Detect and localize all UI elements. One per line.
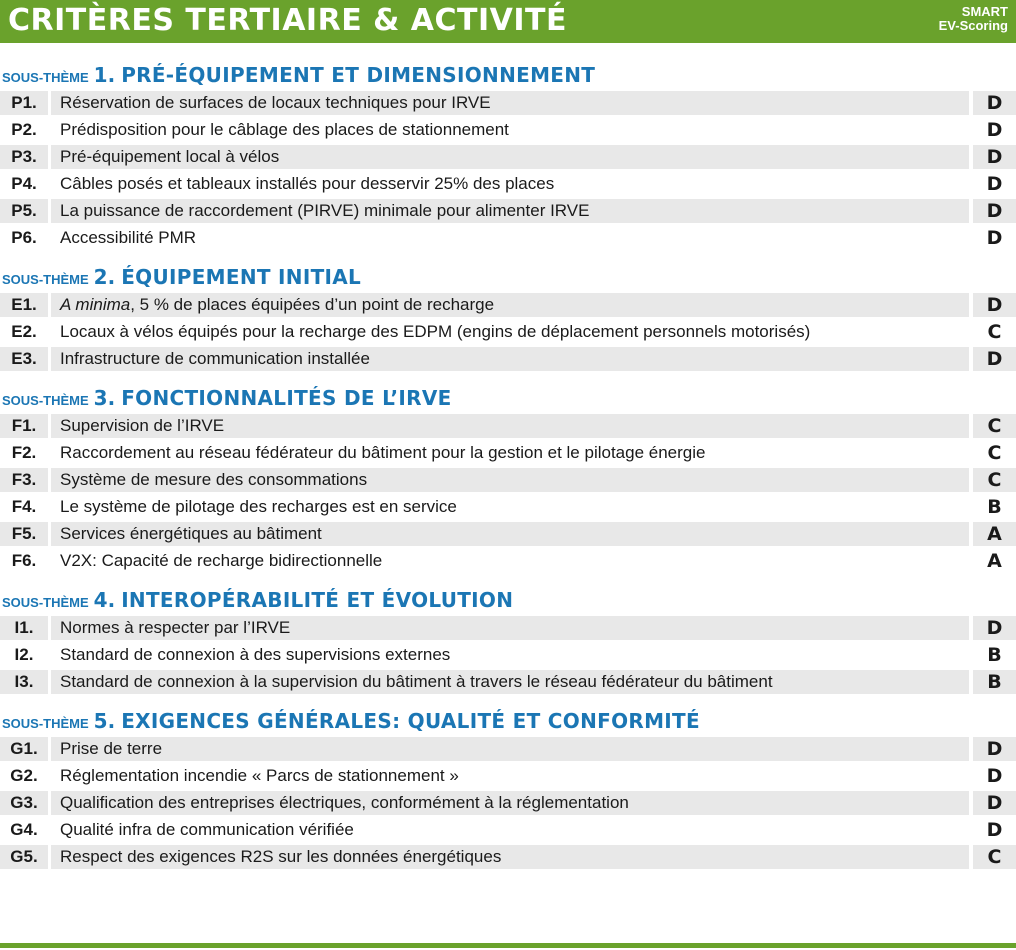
section-prefix: SOUS-THÈME [2,272,89,287]
criterion-label: Réglementation incendie « Parcs de stationnement » [60,766,459,785]
criterion-label: V2X: Capacité de recharge bidirectionnelle [60,551,383,570]
criterion-label: Câbles posés et tableaux installés pour desservir 25% des places [60,174,555,193]
criterion-code: F3. [0,468,48,492]
criterion-row [0,845,1016,872]
criterion-code: F2. [11,443,37,462]
criterion-row [0,293,1016,320]
criterion-code: G3. [0,791,48,815]
criterion-row [0,670,1016,697]
criterion-grade: D [986,227,1003,249]
criterion-label [51,293,969,317]
section-title: INTEROPÉRABILITÉ ET ÉVOLUTION [121,588,514,612]
criterion-label: Réservation de surfaces de locaux techniques pour IRVE [51,91,969,115]
criterion-code: F1. [0,414,48,438]
criterion-grade: D [973,199,1016,223]
criterion-row [0,468,1016,495]
criterion-row [0,172,1016,199]
criterion-code: P6. [11,228,37,247]
criterion-row [0,643,1016,670]
brand-line-1: SMART [961,4,1008,19]
criterion-label: Normes à respecter par l’IRVE [51,616,969,640]
criterion-row [0,549,1016,576]
brand-line-2: EV-Scoring [938,18,1008,33]
section-number: 2. [93,265,116,289]
section-heading [0,59,1016,91]
criterion-label: Locaux à vélos équipés pour la recharge des EDPM (engins de déplacement personnels motorisés) [60,322,811,341]
criterion-label: Standard de connexion à des supervisions externes [60,645,451,664]
criterion-row [0,522,1016,549]
criterion-code: P4. [11,174,37,193]
section-title: ÉQUIPEMENT INITIAL [121,265,362,289]
criteria-rows [0,91,1016,253]
criterion-label: Qualification des entreprises électriques, conformément à la réglementation [51,791,969,815]
criterion-grade: A [987,550,1002,572]
criterion-code: F5. [0,522,48,546]
criterion-label: Qualité infra de communication vérifiée [60,820,354,839]
criterion-label: Services énergétiques au bâtiment [51,522,969,546]
criterion-code: P3. [0,145,48,169]
criterion-grade: D [973,91,1016,115]
criterion-grade: C [973,414,1016,438]
criterion-label: Prise de terre [51,737,969,761]
criterion-code: I3. [0,670,48,694]
criterion-row [0,737,1016,764]
criterion-label-text: , 5 % de places équipées d’un point de recharge [130,295,495,314]
criterion-label: Standard de connexion à la supervision du bâtiment à travers le réseau fédérateur du bâtiment [51,670,969,694]
criterion-row [0,414,1016,441]
criteria-rows [0,293,1016,374]
criterion-row [0,347,1016,374]
criterion-code: G5. [0,845,48,869]
section-number: 3. [93,386,116,410]
criterion-row [0,818,1016,845]
page-title: CRITÈRES TERTIAIRE & ACTIVITÉ [8,3,567,38]
criteria-rows [0,737,1016,872]
criterion-grade: D [973,293,1016,317]
section-heading [0,382,1016,414]
criterion-row [0,199,1016,226]
criterion-code: E1. [0,293,48,317]
criterion-label: Système de mesure des consommations [51,468,969,492]
criterion-grade: C [987,321,1002,343]
criterion-grade: B [973,670,1016,694]
criterion-code: E3. [0,347,48,371]
criterion-grade: D [973,145,1016,169]
section-prefix: SOUS-THÈME [2,595,89,610]
criterion-row [0,226,1016,253]
footer-divider [0,943,1016,948]
criterion-code: E2. [11,322,37,341]
criterion-grade: C [987,442,1002,464]
criteria-list [0,59,1016,880]
criterion-code: F4. [11,497,37,516]
criterion-label: Supervision de l’IRVE [51,414,969,438]
criterion-row [0,495,1016,522]
criterion-row [0,441,1016,468]
criterion-code: P2. [11,120,37,139]
criteria-rows [0,414,1016,576]
criterion-label: Respect des exigences R2S sur les données énergétiques [51,845,969,869]
criterion-grade: A [973,522,1016,546]
section-title: EXIGENCES GÉNÉRALES: QUALITÉ ET CONFORMITÉ [121,709,700,733]
criterion-code: G4. [10,820,38,839]
criterion-row [0,118,1016,145]
criterion-grade: C [973,845,1016,869]
section-heading [0,584,1016,616]
criterion-row [0,764,1016,791]
criterion-grade: D [986,119,1003,141]
section-title: PRÉ-ÉQUIPEMENT ET DIMENSIONNEMENT [121,63,596,87]
criterion-grade: D [986,173,1003,195]
criterion-label: Accessibilité PMR [60,228,197,247]
criterion-label: Infrastructure de communication installée [51,347,969,371]
title-banner [0,0,1016,43]
criterion-grade: D [986,819,1003,841]
section-heading [0,705,1016,737]
criterion-grade: B [987,644,1002,666]
criterion-label: Prédisposition pour le câblage des places de stationnement [60,120,509,139]
criterion-label: Raccordement au réseau fédérateur du bâtiment pour la gestion et le pilotage énergie [60,443,706,462]
section-number: 1. [93,63,116,87]
criterion-grade: D [973,347,1016,371]
brand-label [939,5,1008,33]
section-title: FONCTIONNALITÉS DE L’IRVE [121,386,452,410]
criterion-code: F6. [11,551,37,570]
criterion-grade: B [987,496,1002,518]
criterion-code: P5. [0,199,48,223]
criterion-row [0,320,1016,347]
criterion-label: Le système de pilotage des recharges est en service [60,497,457,516]
criterion-row [0,616,1016,643]
criterion-row [0,791,1016,818]
section-number: 4. [93,588,116,612]
section-prefix: SOUS-THÈME [2,716,89,731]
criterion-grade: D [986,765,1003,787]
criterion-grade: C [973,468,1016,492]
criterion-row [0,145,1016,172]
criterion-label: Pré-équipement local à vélos [51,145,969,169]
criterion-grade: D [973,616,1016,640]
criterion-grade: D [973,737,1016,761]
criterion-code: I2. [14,645,34,664]
section-number: 5. [93,709,116,733]
criterion-code: G2. [10,766,38,785]
criterion-code: P1. [0,91,48,115]
section-heading [0,261,1016,293]
criterion-grade: D [973,791,1016,815]
criterion-label: La puissance de raccordement (PIRVE) minimale pour alimenter IRVE [51,199,969,223]
criterion-label-italic: A minima [60,295,131,314]
criteria-rows [0,616,1016,697]
criterion-code: G1. [0,737,48,761]
section-prefix: SOUS-THÈME [2,70,89,85]
criterion-code: I1. [0,616,48,640]
criterion-row [0,91,1016,118]
section-prefix: SOUS-THÈME [2,393,89,408]
